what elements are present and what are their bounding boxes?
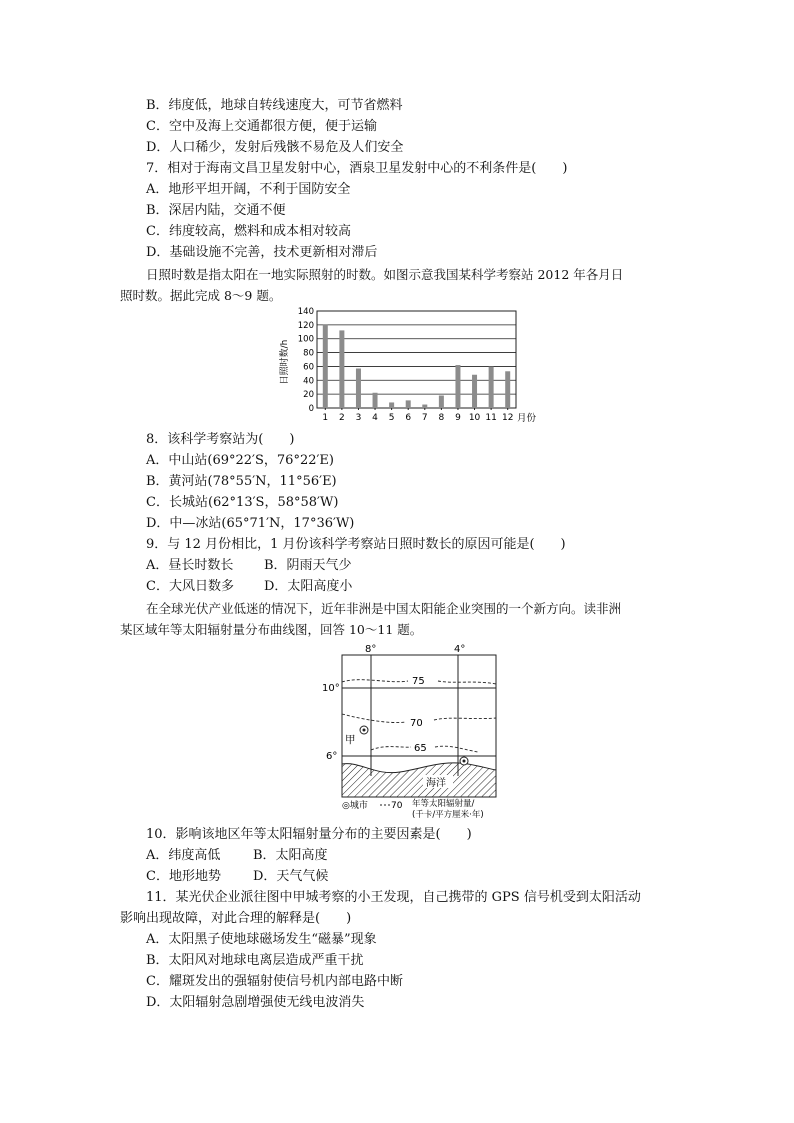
chart-x-tick-labels	[322, 408, 513, 423]
q10-option-a: A．纬度高低	[146, 848, 221, 863]
q9-option-b: B．阴雨天气少	[264, 558, 352, 573]
chart-x-tick-label: 5	[388, 413, 395, 423]
chart-x-tick-label: 11	[485, 413, 497, 423]
q9-option-c: C．大风日数多	[146, 579, 234, 594]
q8-option-d: D．中—冰站(65°71′N，17°36′W)	[146, 516, 355, 531]
q11-option-b: B．太阳风对地球电离层造成严重干扰	[146, 953, 364, 968]
q11-option-c: C．耀斑发出的强辐射使信号机内部电路中断	[146, 974, 403, 989]
q9-option-a: A．昼长时数长	[146, 558, 234, 573]
chart-y-tick-label: 120	[297, 320, 314, 331]
q7-option-a: A．地形平坦开阔，不利于国防安全	[146, 182, 351, 197]
q7-stem: 7．相对于海南文昌卫星发射中心，酒泉卫星发射中心的不利条件是( )	[146, 161, 568, 176]
chart-bar	[389, 402, 394, 408]
chart-x-tick-label: 3	[355, 413, 362, 423]
chart-y-axis-label: 日照时数/h	[280, 339, 290, 385]
q11-option-a: A．太阳黑子使地球磁场发生“磁暴”现象	[146, 932, 377, 947]
chart-bar	[356, 369, 361, 408]
intro-10-11-line2: 某区域年等太阳辐射量分布曲线图，回答 10～11 题。	[120, 622, 423, 637]
isoline-65-label: 65	[414, 743, 427, 754]
q11-stem-line1: 11．某光伏企业派往图中甲城考察的小王发现，自己携带的 GPS 信号机受到太阳活动	[146, 890, 641, 905]
intro-8-9-line1: 日照时数是指太阳在一地实际照射的时数。如图示意我国某科学考察站 2012 年各月日	[146, 267, 624, 282]
chart-bar	[339, 330, 344, 408]
city-jia-marker	[360, 726, 368, 734]
coastal-city-marker	[460, 757, 468, 765]
q10-option-c: C．地形地势	[146, 869, 221, 884]
chart-bar	[455, 365, 460, 408]
chart-x-tick-label: 1	[322, 413, 329, 423]
q6-option-d: D．人口稀少，发射后残骸不易危及人们安全	[146, 140, 404, 155]
chart-y-tick-label: 60	[303, 362, 314, 373]
q8-option-b: B．黄河站(78°55′N，11°56′E)	[146, 474, 337, 489]
chart-y-tick-labels	[298, 307, 314, 414]
q10-option-d: D．天气气候	[253, 869, 329, 884]
sea-area	[342, 763, 496, 797]
legend-isoline-desc: 年等太阳辐射量/	[412, 799, 475, 809]
chart-x-tick-label: 6	[405, 413, 412, 423]
chart-bar	[489, 366, 494, 408]
chart-y-tick-label: 0	[308, 404, 314, 414]
chart-x-tick-label: 9	[455, 413, 461, 423]
chart-y-tick-label: 140	[297, 307, 314, 317]
legend-isoline-value: 70	[391, 801, 403, 811]
lon-label-8: 8°	[365, 644, 377, 655]
chart-bar	[422, 405, 427, 408]
chart-y-tick-label: 40	[303, 376, 314, 387]
chart-grid	[317, 311, 516, 408]
q10-stem: 10．影响该地区年等太阳辐射量分布的主要因素是( )	[146, 827, 472, 842]
sunshine-hours-chart	[270, 304, 560, 426]
isoline-75-label: 75	[412, 676, 425, 687]
q7-option-d: D．基础设施不完善，技术更新相对滞后	[146, 245, 378, 260]
q8-option-a: A．中山站(69°22′S，76°22′E)	[146, 453, 334, 468]
q11-option-d: D．太阳辐射急剧增强使无线电波消失	[146, 995, 365, 1010]
intro-10-11-line1: 在全球光伏产业低迷的情况下，近年非洲是中国太阳能企业突围的一个新方向。读非洲	[146, 601, 622, 616]
q7-option-c: C．纬度较高，燃料和成本相对较高	[146, 224, 351, 239]
chart-x-tick-label: 2	[339, 413, 345, 423]
chart-x-axis-label: 月份	[517, 413, 537, 424]
chart-x-tick-label: 4	[372, 413, 378, 423]
q7-option-b: B．深居内陆，交通不便	[146, 203, 286, 218]
legend-city: ◎城市	[342, 801, 368, 811]
q8-stem: 8．该科学考察站为( )	[146, 432, 295, 447]
isoline-70-label: 70	[410, 718, 423, 729]
chart-bar	[505, 371, 510, 408]
sea-label: 海洋	[426, 778, 446, 789]
chart-x-tick-label: 10	[468, 413, 481, 423]
q6-option-c: C．空中及海上交通都很方便，便于运输	[146, 119, 377, 134]
lat-label-6: 6°	[326, 751, 338, 762]
chart-x-tick-label: 7	[421, 413, 428, 423]
lon-label-4: 4°	[454, 644, 466, 655]
q6-option-b: B．纬度低，地球自转线速度大，可节省燃料	[146, 98, 403, 113]
city-jia-label: 甲	[345, 734, 356, 746]
solar-radiation-map	[320, 640, 510, 822]
chart-bar	[373, 393, 378, 408]
chart-bar	[323, 325, 328, 408]
chart-y-tick-label: 20	[303, 390, 314, 401]
chart-x-tick-label: 12	[501, 413, 514, 423]
legend-unit: (千卡/平方厘米·年)	[412, 810, 484, 820]
chart-y-tick-label: 100	[297, 334, 314, 345]
chart-bar	[472, 375, 477, 408]
lat-label-10: 10°	[322, 683, 340, 694]
chart-y-tick-label: 80	[303, 348, 314, 359]
q9-option-d: D．太阳高度小	[264, 579, 353, 594]
q8-option-c: C．长城站(62°13′S，58°58′W)	[146, 495, 339, 510]
chart-plot-frame	[317, 311, 516, 408]
intro-8-9-line2: 照时数。据此完成 8～9 题。	[120, 288, 282, 303]
q11-stem-line2: 影响出现故障，对此合理的解释是( )	[120, 911, 352, 926]
q10-option-b: B．太阳高度	[253, 848, 328, 863]
q9-stem: 9．与 12 月份相比，1 月份该科学考察站日照时数长的原因可能是( )	[146, 537, 566, 552]
chart-bar	[439, 396, 444, 408]
chart-x-tick-label: 8	[438, 413, 445, 423]
chart-bar	[406, 400, 411, 408]
